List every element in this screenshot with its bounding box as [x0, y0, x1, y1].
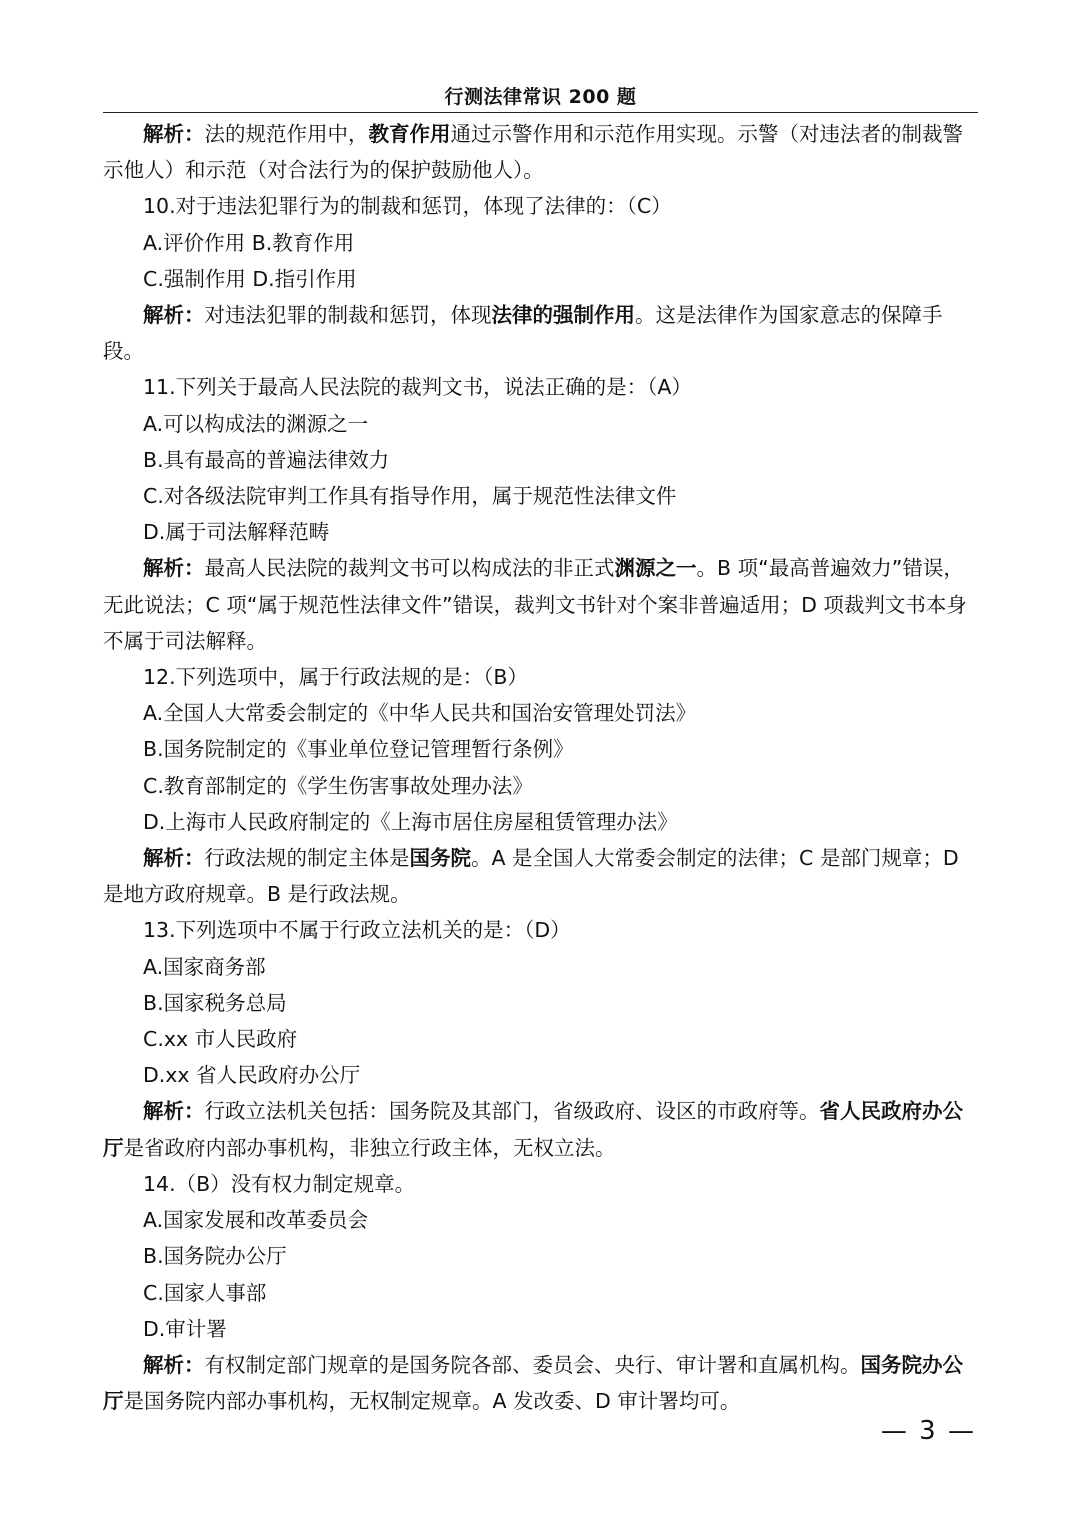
option-text: B.国务院办公厅 — [143, 1244, 287, 1269]
explanation-label: 解析： — [143, 1099, 205, 1124]
option-text: C.强制作用 D.指引作用 — [143, 266, 357, 291]
explanation-paragraph — [103, 1093, 978, 1165]
option-text: A.评价作用 B.教育作用 — [143, 230, 355, 255]
option-text: C.国家人事部 — [143, 1280, 267, 1305]
explanation-text: 有权制定部门规章的是国务院各部、委员会、央行、审计署和直属机构。 — [204, 1352, 861, 1377]
page-header-title: 行测法律常识 200 题 — [444, 86, 637, 108]
question-text: 11.下列关于最高人民法院的裁判文书，说法正确的是：（A） — [143, 375, 692, 400]
option-text: C.对各级法院审判工作具有指导作用，属于规范性法律文件 — [143, 484, 677, 509]
option-text: A.国家商务部 — [143, 954, 266, 979]
explanation-paragraph — [103, 116, 978, 188]
explanation-text: 是省政府内部办事机构，非独立行政主体，无权立法。 — [123, 1135, 616, 1160]
explanation-text: 行政法规的制定主体是 — [204, 846, 410, 871]
option-text: D.属于司法解释范畴 — [143, 520, 330, 545]
emphasis-text: 教育作用 — [368, 122, 451, 146]
option-text: B.国家税务总局 — [143, 990, 287, 1015]
explanation-text: 。B 项“最高普遍效力”错误，无此说法；C 项“属于规范性法律文件”错误，裁判文书针对个案非普遍适用；D 项裁判文书本身不属于司法解释。 — [103, 556, 967, 653]
explanation-text: 。A 是全国人大常委会制定的法律；C 是部门规章；D 是地方政府规章。B 是行政法规。 — [103, 846, 959, 907]
option-text: A.国家发展和改革委员会 — [143, 1208, 369, 1233]
emphasis-text: 省人民政府办公厅 — [103, 1099, 963, 1160]
explanation-text: 。这是法律作为国家意志的保障手段。 — [103, 303, 943, 364]
option-text: D.上海市人民政府制定的《上海市居住房屋租赁管理办法》 — [143, 809, 678, 834]
explanation-text: 通过示警作用和示范作用实现。示警（对违法者的制裁警示他人）和示范（对合法行为的保护鼓励他人）。 — [103, 122, 963, 183]
option-text: A.全国人大常委会制定的《中华人民共和国治安管理处罚法》 — [143, 701, 697, 726]
explanation-label: 解析： — [143, 303, 205, 328]
option-text: C.教育部制定的《学生伤害事故处理办法》 — [143, 773, 533, 798]
explanation-label: 解析： — [143, 1352, 205, 1377]
question-text: 14.（B）没有权力制定规章。 — [143, 1171, 416, 1196]
emphasis-text: 法律的强制作用 — [491, 303, 635, 328]
option-text: B.具有最高的普遍法律效力 — [143, 447, 390, 472]
option-text: D.审计署 — [143, 1316, 227, 1341]
option-text: C.xx 市人民政府 — [143, 1027, 298, 1052]
explanation-paragraph — [103, 1347, 978, 1419]
emphasis-text: 渊源之一 — [614, 556, 697, 581]
question-text: 10.对于违法犯罪行为的制裁和惩罚，体现了法律的：（C） — [143, 194, 672, 219]
page-number: — 3 — — [880, 1416, 976, 1446]
emphasis-text: 国务院办公厅 — [103, 1352, 963, 1414]
explanation-text: 法的规范作用中， — [204, 122, 369, 146]
header-rule — [103, 112, 978, 113]
explanation-label: 解析： — [143, 846, 205, 871]
option-text: D.xx 省人民政府办公厅 — [143, 1063, 361, 1088]
document-body — [103, 116, 978, 1419]
explanation-paragraph — [103, 840, 978, 912]
explanation-label: 解析： — [143, 122, 205, 146]
explanation-label: 解析： — [143, 556, 205, 581]
option-text: A.可以构成法的渊源之一 — [143, 411, 369, 436]
option-text: B.国务院制定的《事业单位登记管理暂行条例》 — [143, 737, 574, 762]
explanation-text: 行政立法机关包括：国务院及其部门，省级政府、设区的市政府等。 — [204, 1099, 820, 1124]
emphasis-text: 国务院 — [409, 846, 471, 871]
explanation-text: 是国务院内部办事机构，无权制定规章。A 发改委、D 审计署均可。 — [123, 1389, 741, 1414]
explanation-text: 最高人民法院的裁判文书可以构成法的非正式 — [204, 556, 615, 581]
explanation-paragraph — [103, 550, 978, 659]
question-text: 12.下列选项中，属于行政法规的是：（B） — [143, 665, 528, 690]
explanation-paragraph — [103, 297, 978, 369]
explanation-text: 对违法犯罪的制裁和惩罚，体现 — [204, 303, 492, 328]
question-text: 13.下列选项中不属于行政立法机关的是：（D） — [143, 918, 571, 943]
